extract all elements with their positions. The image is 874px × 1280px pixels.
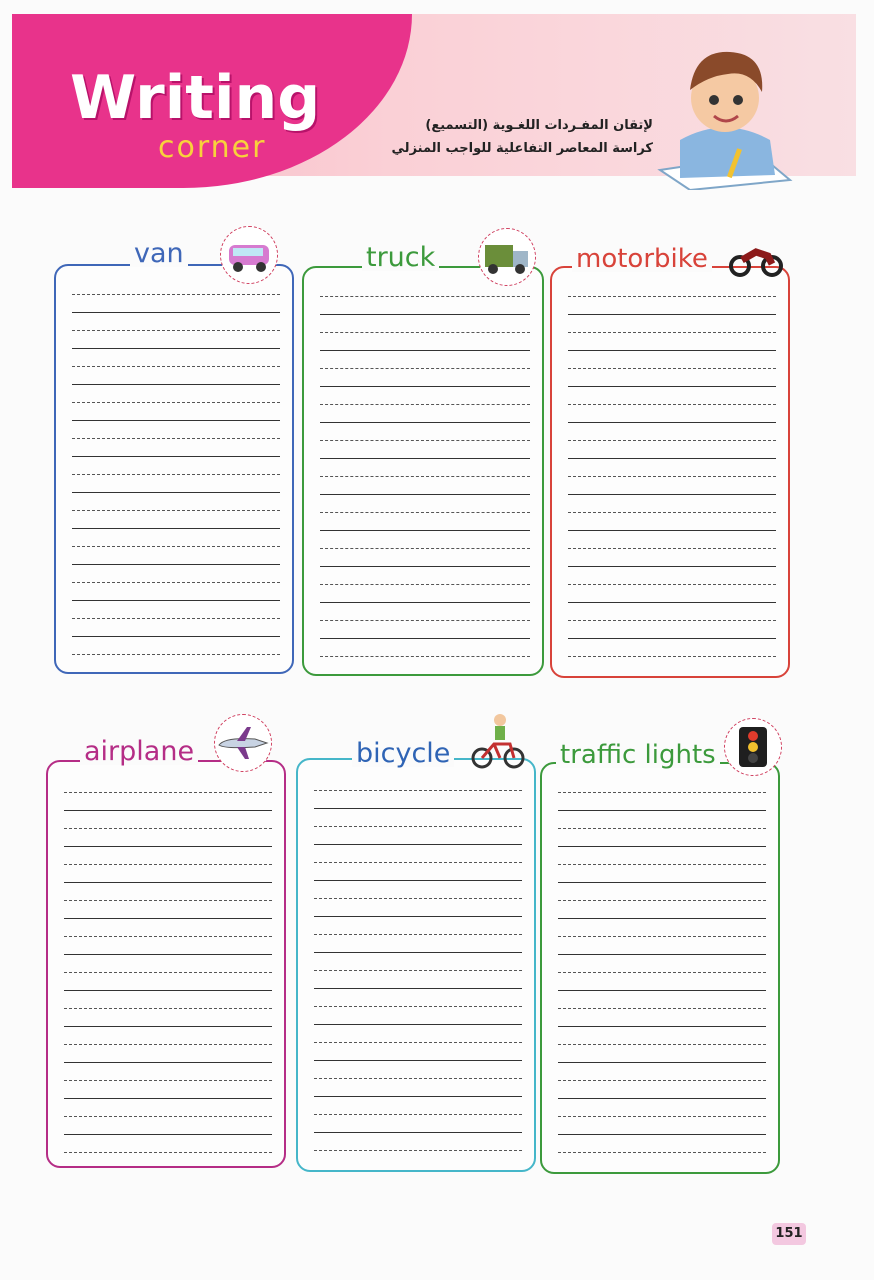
- arabic-subtitle-1: لإتقان المفـردات اللغـوية (التسميع): [425, 118, 653, 133]
- writing-lines: [558, 792, 766, 1152]
- arabic-subtitle-2: كراسة المعاصر التفاعلية للواجب المنزلي: [391, 141, 653, 156]
- writing-box-van[interactable]: [54, 264, 294, 674]
- writing-lines: [320, 296, 530, 656]
- airplane-icon: [214, 714, 272, 772]
- writing-box-airplane[interactable]: [46, 760, 286, 1168]
- writing-box-motorbike[interactable]: [550, 266, 790, 678]
- writing-box-bicycle[interactable]: [296, 758, 536, 1172]
- word-title-traffic-lights: traffic lights: [556, 742, 720, 768]
- writing-lines: [314, 790, 522, 1150]
- traffic-lights-icon: [724, 718, 782, 776]
- boy-writing-illustration: [650, 30, 800, 190]
- writing-lines: [72, 294, 280, 654]
- writing-box-traffic-lights[interactable]: [540, 762, 780, 1174]
- page-number: 151: [772, 1223, 806, 1245]
- logo-corner: corner: [158, 130, 267, 165]
- van-icon: [220, 226, 278, 284]
- word-title-motorbike: motorbike: [572, 246, 712, 272]
- truck-icon: [478, 228, 536, 286]
- word-title-airplane: airplane: [80, 738, 198, 765]
- writing-box-truck[interactable]: [302, 266, 544, 676]
- word-title-bicycle: bicycle: [352, 740, 454, 767]
- word-title-truck: truck: [362, 244, 439, 271]
- bicycle-icon: [470, 710, 526, 766]
- word-title-van: van: [130, 240, 188, 267]
- writing-lines: [64, 792, 272, 1152]
- logo-writing: Writing: [70, 63, 321, 133]
- motorbike-icon: [728, 230, 784, 286]
- writing-lines: [568, 296, 776, 656]
